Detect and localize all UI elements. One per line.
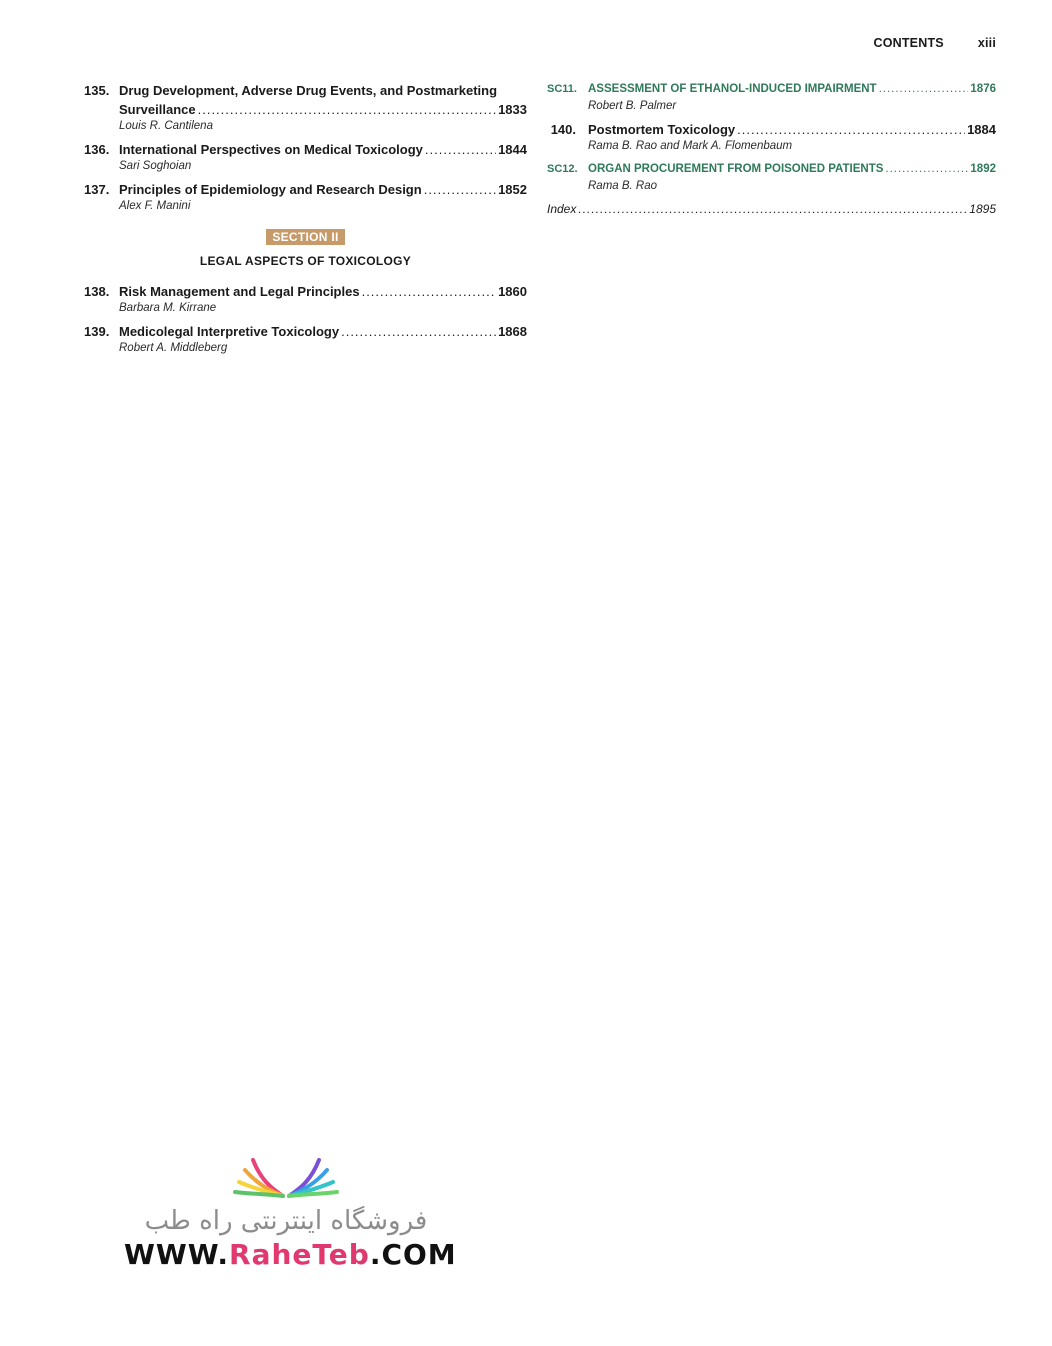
chapter-author: Sari Soghoian: [119, 160, 192, 172]
chapter-page: 1884: [967, 122, 996, 137]
page-number: xiii: [977, 36, 996, 50]
dot-leader: [198, 100, 496, 119]
url-prefix: WWW.: [124, 1238, 230, 1271]
toc-entry-special-consideration[interactable]: [547, 160, 996, 194]
toc-entry-heading: [84, 282, 527, 301]
chapter-number: 140.: [550, 122, 576, 137]
chapter-page: 1868: [498, 324, 527, 339]
running-head: CONTENTS: [873, 36, 944, 50]
chapter-number: 139.: [84, 324, 110, 339]
toc-entry-heading-continued: [84, 100, 527, 119]
toc-entry-special-consideration[interactable]: [547, 80, 996, 114]
toc-entry[interactable]: [84, 180, 527, 214]
dot-leader: [362, 282, 497, 301]
watermark-url: [124, 1238, 457, 1271]
chapter-author: Rama B. Rao: [588, 180, 658, 192]
chapter-author: Rama B. Rao and Mark A. Flomenbaum: [588, 140, 793, 152]
chapter-page: 1852: [498, 182, 527, 197]
chapter-page: 1876: [970, 83, 996, 95]
chapter-title: International Perspectives on Medical Toxicology: [119, 142, 423, 157]
chapter-title: Medicolegal Interpretive Toxicology: [119, 324, 340, 339]
index-page: 1895: [969, 202, 996, 216]
dot-leader: [578, 200, 967, 219]
toc-entry-heading: [84, 322, 527, 341]
toc-entry[interactable]: [547, 120, 996, 154]
watermark-persian-text: فروشگاه اینترنتی راه طب: [144, 1206, 428, 1236]
chapter-page: 1892: [970, 163, 996, 175]
chapter-page: 1844: [498, 142, 527, 157]
chapter-title-line1: Drug Development, Adverse Drug Events, and Postmarketing: [119, 83, 498, 98]
chapter-title: Principles of Epidemiology and Research Design: [119, 182, 422, 197]
watermark: [124, 1150, 457, 1271]
chapter-author: Robert A. Middleberg: [119, 342, 228, 354]
toc-entry-heading: [84, 180, 527, 199]
url-suffix: .COM: [369, 1238, 457, 1271]
chapter-number: SC12.: [547, 163, 578, 175]
chapter-title: Postmortem Toxicology: [588, 122, 736, 137]
toc-entry[interactable]: [84, 81, 527, 134]
open-book-logo-icon: [231, 1150, 341, 1202]
chapter-number: 137.: [84, 182, 110, 197]
dot-leader: [879, 80, 969, 99]
chapter-author: Louis R. Cantilena: [119, 120, 213, 132]
chapter-author: Barbara M. Kirrane: [119, 302, 217, 314]
section-tag: SECTION II: [266, 229, 344, 245]
toc-entry[interactable]: [84, 282, 527, 316]
toc-entry[interactable]: [84, 140, 527, 174]
left-column: [84, 81, 527, 362]
index-label: Index: [547, 202, 577, 216]
chapter-number: SC11.: [547, 83, 577, 95]
url-brand: RaheTeb: [229, 1238, 370, 1271]
page-header: [873, 36, 996, 50]
toc-entry-heading: [84, 81, 527, 100]
chapter-number: 138.: [84, 284, 110, 299]
chapter-page: 1833: [498, 102, 527, 117]
chapter-title: ORGAN PROCUREMENT FROM POISONED PATIENTS: [588, 163, 884, 175]
toc-entry-heading: [547, 80, 996, 99]
chapter-page: 1860: [498, 284, 527, 299]
chapter-title: ASSESSMENT OF ETHANOL-INDUCED IMPAIRMENT: [588, 83, 877, 95]
toc-entry-heading: [84, 140, 527, 159]
toc-entry-heading: [547, 160, 996, 179]
section-heading: [84, 228, 527, 268]
toc-entry[interactable]: [84, 322, 527, 356]
chapter-number: 135.: [84, 83, 110, 98]
dot-leader: [885, 160, 968, 179]
right-column: [547, 80, 996, 219]
chapter-title: Risk Management and Legal Principles: [119, 284, 360, 299]
dot-leader: [424, 180, 496, 199]
dot-leader: [737, 120, 965, 139]
chapter-author: Alex F. Manini: [119, 200, 191, 212]
toc-index-entry[interactable]: [547, 200, 996, 219]
chapter-title: Surveillance: [119, 102, 196, 117]
dot-leader: [425, 140, 496, 159]
toc-entry-heading: [547, 120, 996, 139]
dot-leader: [341, 322, 496, 341]
section-title: LEGAL ASPECTS OF TOXICOLOGY: [199, 254, 412, 268]
chapter-number: 136.: [84, 142, 110, 157]
chapter-author: Robert B. Palmer: [588, 100, 677, 112]
